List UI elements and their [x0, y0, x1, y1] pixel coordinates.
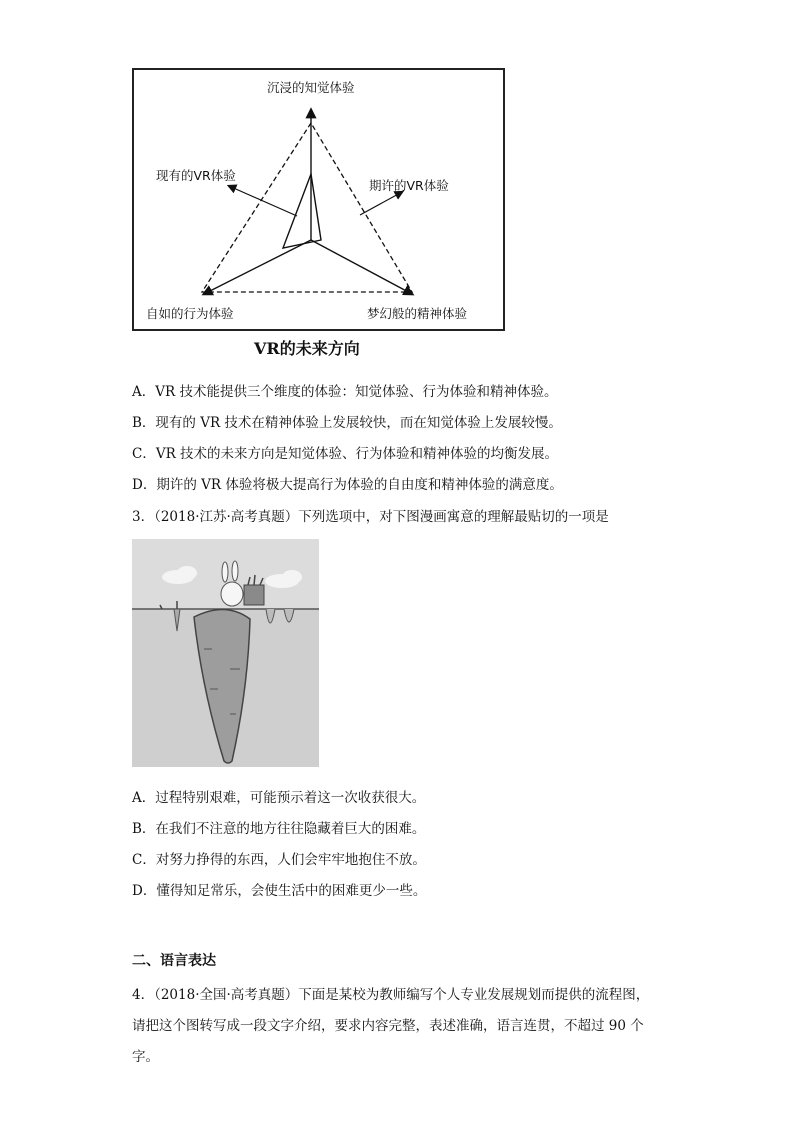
q2-option-b: B．现有的 VR 技术在精神体验上发展较快，而在知觉体验上发展较慢。 — [132, 415, 562, 431]
carrot-cartoon-image — [132, 539, 319, 767]
q4-line-3: 字。 — [132, 1049, 159, 1065]
q3-option-d: D．懂得知足常乐，会使生活中的困难更少一些。 — [132, 883, 427, 899]
label-expected-vr: 期许的VR体验 — [369, 178, 449, 193]
q4-line-2: 请把这个图转写成一段文字介绍，要求内容完整，表述准确，语言连贯，不超过 90 个 — [132, 1018, 644, 1034]
current-vr-triangle — [283, 174, 321, 248]
label-spirit: 梦幻般的精神体验 — [367, 306, 468, 321]
expected-vr-pointer — [360, 192, 402, 215]
q2-option-c: C．VR 技术的未来方向是知觉体验、行为体验和精神体验的均衡发展。 — [132, 446, 559, 462]
q3-option-b: B．在我们不注意的地方往往隐藏着巨大的困难。 — [132, 821, 426, 837]
axis-behavior — [204, 240, 311, 294]
q3-option-c: C．对努力挣得的东西，人们会牢牢地抱住不放。 — [132, 852, 426, 868]
q2-option-a: A．VR 技术能提供三个维度的体验：知觉体验、行为体验和精神体验。 — [132, 384, 558, 400]
figure-caption: VR的未来方向 — [254, 339, 360, 358]
vr-diagram-frame — [132, 68, 505, 331]
q2-option-d: D．期许的 VR 体验将极大提高行为体验的自由度和精神体验的满意度。 — [132, 477, 563, 493]
q3-option-a: A．过程特别艰难，可能预示着这一次收获很大。 — [132, 790, 426, 806]
label-behavior: 自如的行为体验 — [146, 306, 234, 321]
current-vr-pointer — [229, 186, 297, 216]
section-title: 二、语言表达 — [132, 953, 216, 969]
label-current-vr: 现有的VR体验 — [156, 168, 236, 183]
vr-radar-diagram — [134, 70, 503, 329]
q3-stem: 3．（2018·江苏·高考真题）下列选项中，对下图漫画寓意的理解最贴切的一项是 — [132, 509, 609, 525]
label-perception: 沉浸的知觉体验 — [267, 80, 355, 95]
q4-line-1: 4．（2018·全国·高考真题）下面是某校为教师编写个人专业发展规划而提供的流程图， — [132, 987, 650, 1003]
expected-vr-triangle — [202, 123, 412, 292]
